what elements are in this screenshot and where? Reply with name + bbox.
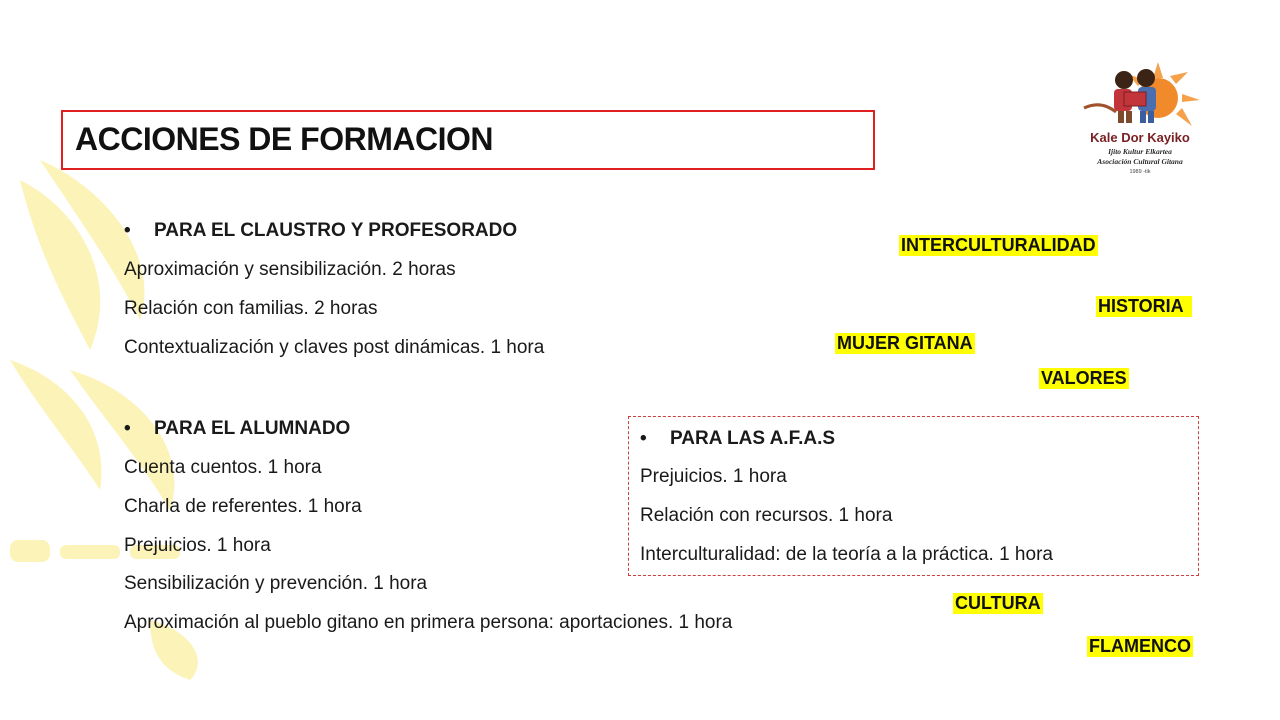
bullet-icon: • xyxy=(124,418,131,439)
list-item: Aproximación al pueblo gitano en primera persona: aportaciones. 1 hora xyxy=(124,612,733,633)
page-title: ACCIONES DE FORMACION xyxy=(75,121,493,157)
list-item: Contextualización y claves post dinámicas. 1 hora xyxy=(124,337,545,358)
heading-text: PARA LAS A.F.A.S xyxy=(670,428,836,449)
list-item: Aproximación y sensibilización. 2 horas xyxy=(124,259,456,280)
tag-interculturalidad: INTERCULTURALIDAD xyxy=(901,235,1096,255)
list-item: Sensibilización y prevención. 1 hora xyxy=(124,573,428,594)
svg-text:Ijito Kultur Elkartea: Ijito Kultur Elkartea xyxy=(1108,147,1172,156)
list-item: Relación con recursos. 1 hora xyxy=(640,505,893,526)
svg-text:1989 -tik: 1989 -tik xyxy=(1129,169,1151,175)
children-reading-icon xyxy=(1084,69,1156,123)
tag-historia: HISTORIA xyxy=(1096,296,1192,317)
section-heading-alumnado xyxy=(124,418,350,440)
list-item: Prejuicios. 1 hora xyxy=(124,535,271,556)
svg-text:Kale Dor Kayiko: Kale Dor Kayiko xyxy=(1090,130,1190,145)
tag-valores: VALORES xyxy=(1041,368,1127,388)
svg-text:Asociación Cultural Gitana: Asociación Cultural Gitana xyxy=(1097,157,1183,166)
section-heading-claustro xyxy=(124,220,517,242)
list-item: Relación con familias. 2 horas xyxy=(124,298,378,319)
heading-text: PARA EL ALUMNADO xyxy=(154,418,351,439)
tag-mujer-gitana: MUJER GITANA xyxy=(837,333,973,353)
list-item: Interculturalidad: de la teoría a la práctica. 1 hora xyxy=(640,544,1053,565)
title-box xyxy=(61,110,875,170)
bullet-icon: • xyxy=(124,220,131,241)
tag-flamenco: FLAMENCO xyxy=(1089,636,1191,656)
list-item: Prejuicios. 1 hora xyxy=(640,466,787,487)
list-item: Cuenta cuentos. 1 hora xyxy=(124,457,322,478)
heading-text: PARA EL CLAUSTRO Y PROFESORADO xyxy=(154,220,518,241)
section-heading-afas xyxy=(640,428,835,450)
list-item: Charla de referentes. 1 hora xyxy=(124,496,362,517)
bullet-icon: • xyxy=(640,428,647,449)
organization-logo xyxy=(1066,60,1214,180)
tag-cultura: CULTURA xyxy=(955,593,1041,613)
